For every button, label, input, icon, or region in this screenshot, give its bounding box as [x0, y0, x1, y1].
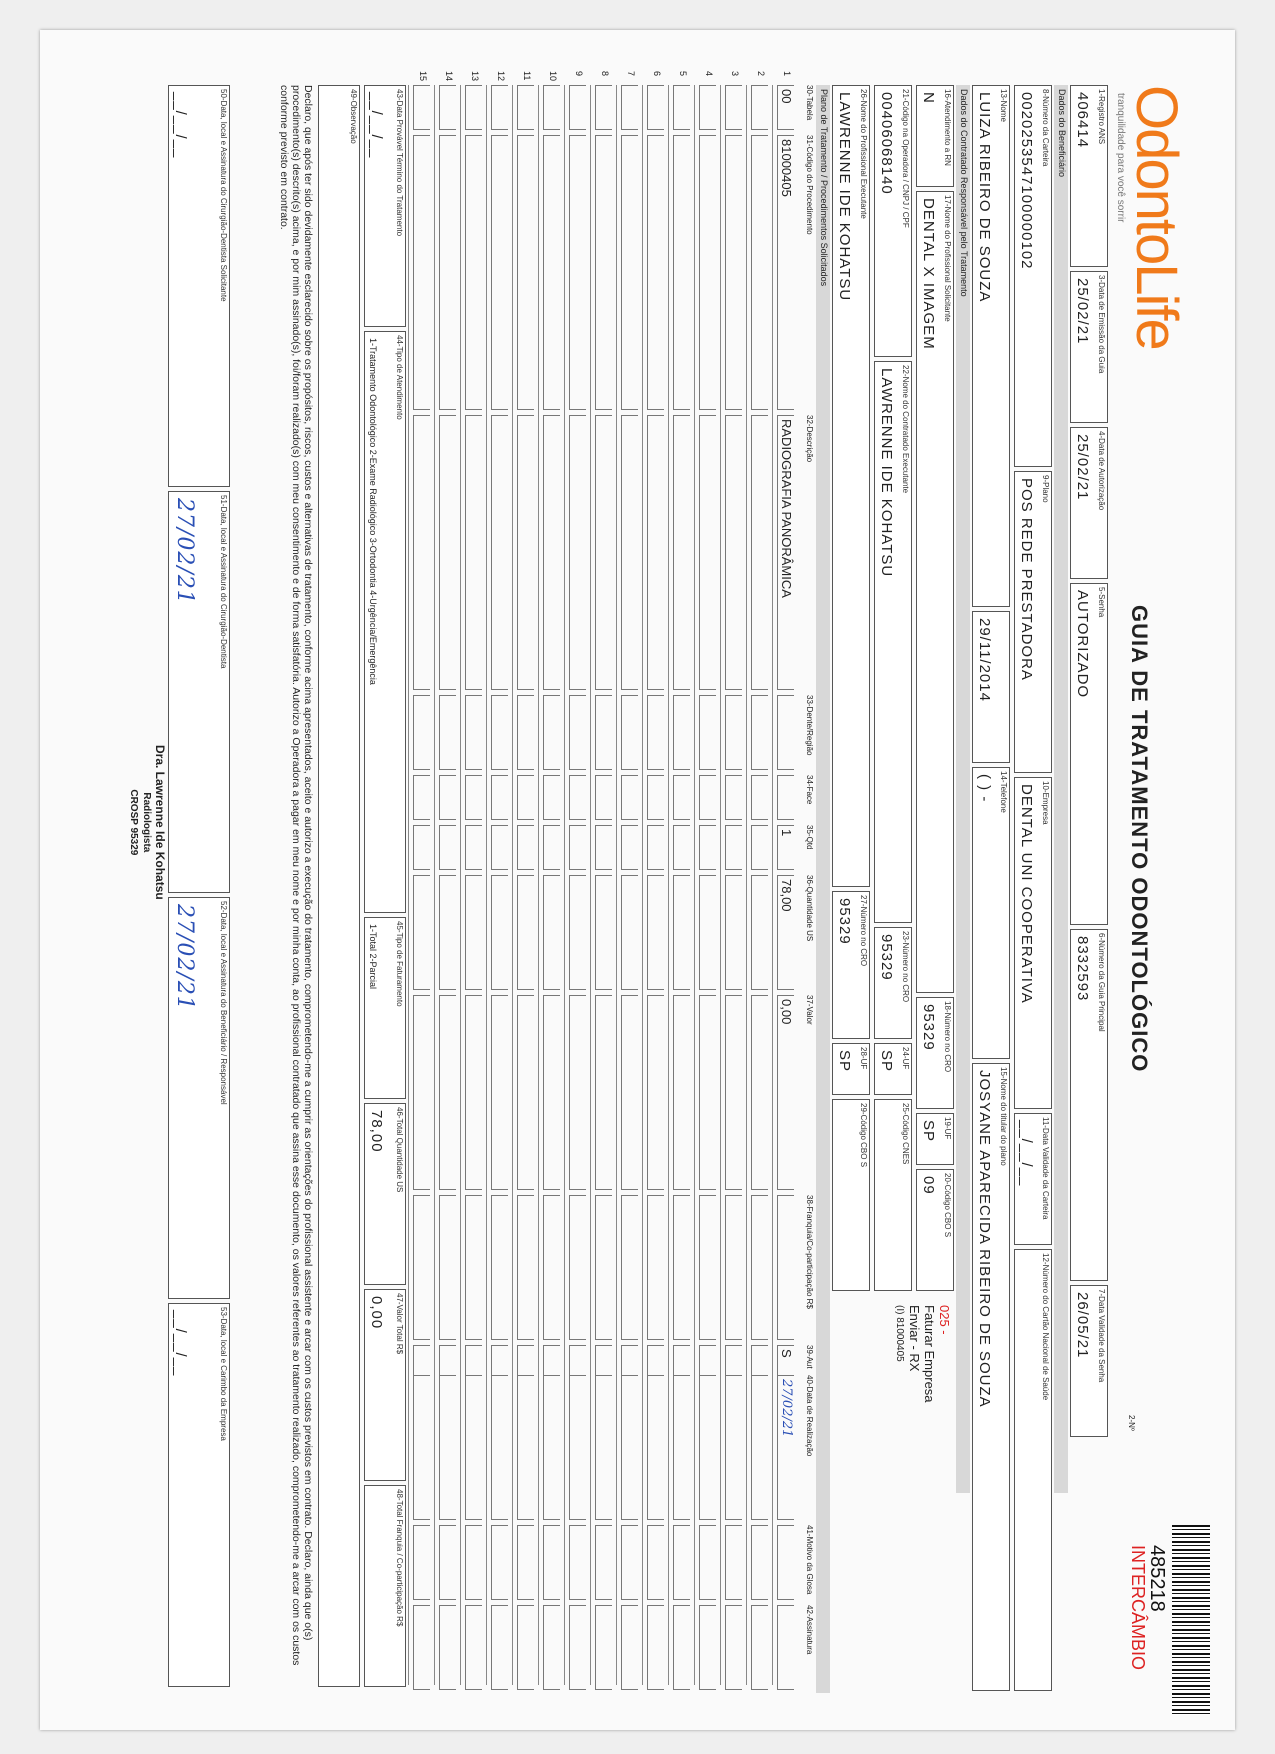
row-number: 1: [782, 71, 792, 77]
field-data-emissao[interactable]: 3-Data de Emissão da Guia 25/02/21: [1070, 271, 1108, 423]
table-cell[interactable]: [751, 695, 768, 770]
table-cell[interactable]: [777, 1605, 794, 1690]
table-cell[interactable]: [621, 1605, 638, 1690]
table-cell[interactable]: [777, 1195, 794, 1340]
table-row: [772, 71, 798, 1685]
table-row: [746, 71, 772, 1685]
table-cell-valor[interactable]: [647, 995, 664, 1190]
table-cell[interactable]: [777, 775, 794, 820]
field-uf-19[interactable]: 19-UF SP: [916, 1113, 954, 1165]
field-tipo-faturamento[interactable]: 45-Tipo de Faturamento 1-Total 2-Parcial: [364, 917, 406, 1099]
row-number: 5: [678, 71, 688, 77]
field-atendimento-rn[interactable]: 16-Atendimento a RN N: [916, 85, 954, 187]
field-cns[interactable]: 12-Número do Cartão Nacional de Saúde: [1014, 1249, 1052, 1691]
table-cell-descricao[interactable]: [517, 415, 534, 690]
table-cell-tabela[interactable]: [673, 85, 690, 130]
section-beneficiario: Dados do Beneficiário: [1054, 85, 1068, 1493]
table-cell[interactable]: [595, 1605, 612, 1690]
table-cell-tabela[interactable]: [569, 85, 586, 130]
row-number: 8: [600, 71, 610, 77]
field-cnes[interactable]: 25-Código CNES: [874, 1099, 912, 1291]
table-cell[interactable]: [569, 1605, 586, 1690]
field-telefone[interactable]: 14-Telefone ( ) -: [972, 767, 1010, 1059]
table-cell[interactable]: [647, 1605, 664, 1690]
document-title: GUIA DE TRATAMENTO ODONTOLÓGICO: [1127, 605, 1152, 1073]
table-cell-codigo[interactable]: [413, 135, 430, 410]
row-number: 4: [704, 71, 714, 77]
field-contratado-executante[interactable]: 22-Nome do Contratado Executante LAWRENNE IDE KOHATSU: [874, 361, 912, 923]
table-cell-valor[interactable]: [439, 995, 456, 1190]
table-cell[interactable]: [699, 695, 716, 770]
logo-tagline: tranquilidade para você sorrir: [1115, 93, 1126, 223]
table-cell-descricao[interactable]: [621, 415, 638, 690]
table-cell-qtd[interactable]: [517, 825, 534, 870]
table-cell-valor[interactable]: [673, 995, 690, 1190]
table-cell-data[interactable]: [439, 1375, 456, 1520]
field-total-rs[interactable]: 47-Valor Total R$ 0,00: [364, 1289, 406, 1481]
table-cell-us[interactable]: [413, 875, 430, 990]
table-row: [460, 71, 486, 1685]
table-cell-tabela[interactable]: [699, 85, 716, 130]
table-cell-aut[interactable]: S: [777, 1345, 794, 1376]
table-cell-aut[interactable]: [413, 1345, 430, 1376]
table-cell-us[interactable]: [543, 875, 560, 990]
table-cell-us[interactable]: [699, 875, 716, 990]
table-row: [720, 71, 746, 1685]
field-cbo-29[interactable]: 29-Código CBO S: [832, 1099, 870, 1291]
table-cell[interactable]: [673, 1195, 690, 1340]
table-cell-codigo[interactable]: [465, 135, 482, 410]
table-cell-aut[interactable]: [725, 1345, 742, 1376]
table-cell[interactable]: [621, 695, 638, 770]
table-cell-data[interactable]: 27/02/21: [777, 1375, 794, 1520]
table-cell-aut[interactable]: [465, 1345, 482, 1376]
dentist-stamp: Dra. Lawrenne Ide Kohatsu Radiologista CROSP 95329: [128, 745, 167, 900]
table-cell-descricao[interactable]: [673, 415, 690, 690]
table-cell[interactable]: [465, 695, 482, 770]
table-cell-descricao[interactable]: [465, 415, 482, 690]
table-cell[interactable]: [725, 1195, 742, 1340]
table-cell-qtd[interactable]: [647, 825, 664, 870]
row-number: 6: [652, 71, 662, 77]
table-cell[interactable]: [777, 695, 794, 770]
field-total-us[interactable]: 46-Total Quantidade US 78,00: [364, 1103, 406, 1285]
table-cell[interactable]: [543, 1525, 560, 1600]
field-data-autorizacao[interactable]: 4-Data de Autorização 25/02/21: [1070, 427, 1108, 579]
field-uf-28[interactable]: 28-UF SP: [832, 1043, 870, 1095]
row-number: 7: [626, 71, 636, 77]
table-cell[interactable]: [517, 1605, 534, 1690]
table-cell-us[interactable]: [673, 875, 690, 990]
table-row: [486, 71, 512, 1685]
table-cell-tabela[interactable]: [517, 85, 534, 130]
table-cell[interactable]: [413, 775, 430, 820]
table-cell-data[interactable]: [751, 1375, 768, 1520]
table-cell[interactable]: [413, 1195, 430, 1340]
table-cell-qtd[interactable]: 1: [777, 825, 794, 870]
table-row: [564, 71, 590, 1685]
table-cell-aut[interactable]: [569, 1345, 586, 1376]
table-cell-valor[interactable]: [751, 995, 768, 1190]
table-cell-data[interactable]: [491, 1375, 508, 1520]
row-number: 9: [574, 71, 584, 77]
table-cell-codigo[interactable]: [699, 135, 716, 410]
table-cell[interactable]: [465, 1195, 482, 1340]
table-cell-valor[interactable]: [621, 995, 638, 1190]
table-cell-us[interactable]: [439, 875, 456, 990]
table-cell-data[interactable]: [569, 1375, 586, 1520]
table-cell-descricao[interactable]: [699, 415, 716, 690]
field-validade-carteira[interactable]: 11-Data Validade da Carteira __/__/__: [1014, 1113, 1052, 1245]
table-cell-aut[interactable]: [647, 1345, 664, 1376]
table-cell[interactable]: [517, 775, 534, 820]
handwritten-notes: 025 - Faturar Empresa Enviar - RX (I) 81000405: [894, 1305, 952, 1403]
table-cell-aut[interactable]: [621, 1345, 638, 1376]
table-cell-valor[interactable]: [569, 995, 586, 1190]
table-cell-tabela[interactable]: [413, 85, 430, 130]
table-cell[interactable]: [725, 775, 742, 820]
field-validade-senha[interactable]: 7-Data Validade da Senha 26/05/21: [1070, 1285, 1108, 1437]
table-cell-qtd[interactable]: [699, 825, 716, 870]
field-total-franquia[interactable]: 48-Total Franquia / Co-participação R$: [364, 1485, 406, 1687]
field-nome[interactable]: 13-Nome LUIZA RIBEIRO DE SOUZA: [972, 85, 1010, 607]
table-cell-tabela[interactable]: [595, 85, 612, 130]
table-cell-codigo[interactable]: [517, 135, 534, 410]
table-cell[interactable]: [673, 1525, 690, 1600]
table-cell[interactable]: [647, 695, 664, 770]
field-cbo-20[interactable]: 20-Código CBO S 09: [916, 1169, 954, 1291]
table-cell-valor[interactable]: [517, 995, 534, 1190]
table-cell-valor[interactable]: [699, 995, 716, 1190]
field-prof-solicitante[interactable]: 17-Nome do Profissional Solicitante DENTAL X IMAGEM: [916, 191, 954, 993]
field-prof-executante[interactable]: 26-Nome do Profissional Executante LAWRENNE IDE KOHATSU: [832, 85, 870, 887]
table-cell-valor[interactable]: 0,00: [777, 995, 794, 1190]
table-cell[interactable]: [569, 1525, 586, 1600]
table-cell-codigo[interactable]: 81000405: [777, 135, 794, 410]
field-cro-18[interactable]: 18-Número no CRO 95329: [916, 997, 954, 1109]
table-cell-valor[interactable]: [413, 995, 430, 1190]
table-cell-tabela[interactable]: [491, 85, 508, 130]
field-titular[interactable]: 15-Nome do titular do plano JOSYANE APARECIDA RIBEIRO DE SOUZA: [972, 1063, 1010, 1691]
table-cell-us[interactable]: [491, 875, 508, 990]
table-cell-descricao[interactable]: [595, 415, 612, 690]
table-cell[interactable]: [543, 1195, 560, 1340]
table-cell-qtd[interactable]: [725, 825, 742, 870]
table-cell[interactable]: [673, 695, 690, 770]
table-cell-data[interactable]: [517, 1375, 534, 1520]
table-cell[interactable]: [699, 1195, 716, 1340]
row-number: 14: [444, 71, 454, 82]
table-cell[interactable]: [595, 695, 612, 770]
table-cell[interactable]: [725, 1605, 742, 1690]
table-cell[interactable]: [777, 1525, 794, 1600]
table-cell-qtd[interactable]: [751, 825, 768, 870]
table-cell-data[interactable]: [699, 1375, 716, 1520]
table-cell-data[interactable]: [413, 1375, 430, 1520]
field-senha[interactable]: 5-Senha AUTORIZADO: [1070, 583, 1108, 925]
field-observacao[interactable]: 49-Observação: [318, 85, 360, 1687]
table-cell-qtd[interactable]: [595, 825, 612, 870]
table-cell[interactable]: [673, 1605, 690, 1690]
table-cell-aut[interactable]: [439, 1345, 456, 1376]
table-cell-valor[interactable]: [725, 995, 742, 1190]
table-cell-us[interactable]: [595, 875, 612, 990]
row-number: 3: [730, 71, 740, 77]
odontolife-logo: OdontoLife: [1124, 85, 1189, 349]
table-cell[interactable]: [751, 1195, 768, 1340]
field-nascimento[interactable]: 29/11/2014: [972, 611, 1010, 763]
table-cell-tabela[interactable]: [621, 85, 638, 130]
field-sig-empresa[interactable]: 53-Data, local e Carimbo da Empresa __/__/__: [168, 1303, 230, 1687]
table-cell-data[interactable]: [647, 1375, 664, 1520]
table-cell-codigo[interactable]: [673, 135, 690, 410]
table-cell[interactable]: [413, 695, 430, 770]
table-cell-descricao[interactable]: [725, 415, 742, 690]
table-cell-tabela[interactable]: [465, 85, 482, 130]
table-cell-qtd[interactable]: [621, 825, 638, 870]
table-cell[interactable]: [465, 1605, 482, 1690]
table-cell[interactable]: [751, 1605, 768, 1690]
table-cell-qtd[interactable]: [673, 825, 690, 870]
table-cell[interactable]: [517, 695, 534, 770]
table-cell-aut[interactable]: [517, 1345, 534, 1376]
table-cell-qtd[interactable]: [491, 825, 508, 870]
table-cell[interactable]: [647, 775, 664, 820]
table-cell[interactable]: [413, 1525, 430, 1600]
scanned-document: [40, 30, 1235, 1730]
procedure-table-header: 30-Tabela 31-Código do Procedimento 32-Descrição 33-Dente/Região 34-Face 35-Qtd 36-Quantidade US 37-Valor 38-Franquia/Co-participação R$ 39-Aut 40-Data de Realização 41-Motivo da Glosa 42-Assinatura: [805, 85, 814, 1655]
table-row: [408, 71, 434, 1685]
field-cro-27[interactable]: 27-Número no CRO 95329: [832, 891, 870, 1039]
field-guia-principal[interactable]: 6-Número da Guia Principal 8332593: [1070, 929, 1108, 1281]
table-cell-qtd[interactable]: [439, 825, 456, 870]
table-cell-tabela[interactable]: [725, 85, 742, 130]
table-cell[interactable]: [517, 1195, 534, 1340]
field-sig-cirurgiao[interactable]: 51-Data, local e Assinatura do Cirurgião-Dentista 27/02/21: [168, 491, 230, 893]
table-cell[interactable]: [543, 775, 560, 820]
table-cell[interactable]: [569, 775, 586, 820]
field-registro-ans[interactable]: 1-Registro ANS 406414: [1070, 85, 1108, 267]
table-cell-codigo[interactable]: [439, 135, 456, 410]
table-cell-us[interactable]: 78,00: [777, 875, 794, 990]
table-cell-valor[interactable]: [543, 995, 560, 1190]
guide-type: INTERCÂMBIO: [1128, 1545, 1148, 1671]
table-cell-aut[interactable]: [595, 1345, 612, 1376]
table-cell[interactable]: [621, 1195, 638, 1340]
table-cell[interactable]: [699, 775, 716, 820]
table-cell-codigo[interactable]: [621, 135, 638, 410]
table-row: [642, 71, 668, 1685]
table-cell-data[interactable]: [595, 1375, 612, 1520]
table-cell-codigo[interactable]: [725, 135, 742, 410]
table-cell-codigo[interactable]: [647, 135, 664, 410]
table-cell-descricao[interactable]: [569, 415, 586, 690]
field-empresa[interactable]: 10-Empresa DENTAL UNI COOPERATIVA: [1014, 777, 1052, 1109]
table-cell-descricao[interactable]: [439, 415, 456, 690]
table-cell-valor[interactable]: [595, 995, 612, 1190]
section-procedimentos: Plano de Tratamento / Procedimentos Solicitados: [816, 85, 830, 1693]
table-cell[interactable]: [569, 1195, 586, 1340]
table-cell-us[interactable]: [725, 875, 742, 990]
field-sig-solicitante[interactable]: 50-Data, local e Assinatura do Cirurgião-Dentista Solicitante __/__/__: [168, 85, 230, 487]
table-cell-us[interactable]: [517, 875, 534, 990]
table-row: [538, 71, 564, 1685]
table-cell-qtd[interactable]: [543, 825, 560, 870]
table-cell-descricao[interactable]: [751, 415, 768, 690]
barcode: [1172, 1525, 1210, 1715]
table-cell-tabela[interactable]: [647, 85, 664, 130]
table-cell-aut[interactable]: [699, 1345, 716, 1376]
row-number: 2: [756, 71, 766, 77]
table-cell[interactable]: [595, 1195, 612, 1340]
table-row: [512, 71, 538, 1685]
table-cell[interactable]: [621, 1525, 638, 1600]
field-codigo-operadora[interactable]: 21-Código na Operadora / CNPJ / CPF 00406068140: [874, 85, 912, 357]
field-tipo-atendimento[interactable]: 44-Tipo de Atendimento 1-Tratamento Odontológico 2-Exame Radiológico 3-Ortodontia 4-Urgência/Emergência: [364, 331, 406, 913]
table-cell-tabela[interactable]: [751, 85, 768, 130]
table-cell-aut[interactable]: [491, 1345, 508, 1376]
table-cell-codigo[interactable]: [751, 135, 768, 410]
sequence-label: 2-Nº: [1127, 1415, 1136, 1431]
table-cell[interactable]: [439, 1195, 456, 1340]
table-cell[interactable]: [491, 1605, 508, 1690]
table-cell[interactable]: [491, 1195, 508, 1340]
table-cell-data[interactable]: [725, 1375, 742, 1520]
table-cell[interactable]: [699, 1525, 716, 1600]
table-cell[interactable]: [439, 1525, 456, 1600]
field-carteira[interactable]: 8-Número da Carteira 0020253547100000102: [1014, 85, 1052, 467]
table-row: [616, 71, 642, 1685]
field-cro-23[interactable]: 23-Número no CRO 95329: [874, 927, 912, 1039]
table-cell[interactable]: [751, 775, 768, 820]
table-cell-codigo[interactable]: [569, 135, 586, 410]
table-cell[interactable]: [517, 1525, 534, 1600]
table-cell-descricao[interactable]: [647, 415, 664, 690]
table-cell[interactable]: [725, 1525, 742, 1600]
table-cell-data[interactable]: [543, 1375, 560, 1520]
table-cell[interactable]: [439, 775, 456, 820]
table-cell-qtd[interactable]: [569, 825, 586, 870]
table-cell[interactable]: [595, 1525, 612, 1600]
table-cell-us[interactable]: [751, 875, 768, 990]
table-cell[interactable]: [621, 775, 638, 820]
field-plano[interactable]: 9-Plano POS REDE PRESTADORA: [1014, 471, 1052, 773]
table-cell-descricao[interactable]: [413, 415, 430, 690]
table-cell[interactable]: [465, 1525, 482, 1600]
table-cell-data[interactable]: [673, 1375, 690, 1520]
field-data-provavel[interactable]: 43-Data Provável Término do Tratamento __/__/__: [364, 85, 406, 327]
table-cell[interactable]: [465, 775, 482, 820]
table-cell-codigo[interactable]: [491, 135, 508, 410]
table-cell-qtd[interactable]: [413, 825, 430, 870]
table-cell[interactable]: [647, 1195, 664, 1340]
table-cell[interactable]: [491, 775, 508, 820]
table-cell[interactable]: [543, 1605, 560, 1690]
table-cell[interactable]: [595, 775, 612, 820]
table-cell[interactable]: [543, 695, 560, 770]
table-cell-descricao[interactable]: RADIOGRAFIA PANORÂMICA: [777, 415, 794, 690]
table-row: [694, 71, 720, 1685]
table-cell-tabela[interactable]: 00: [777, 85, 794, 130]
table-cell-us[interactable]: [647, 875, 664, 990]
row-number: 12: [496, 71, 506, 82]
row-number: 13: [470, 71, 480, 82]
table-cell-aut[interactable]: [673, 1345, 690, 1376]
guide-number: 485218: [1146, 1545, 1168, 1612]
table-cell-descricao[interactable]: [491, 415, 508, 690]
table-row: [668, 71, 694, 1685]
table-cell-aut[interactable]: [751, 1345, 768, 1376]
declaration-text: Declaro, que após ter sido devidamente esclarecido sobre os propósitos, riscos, custos e alternativas de tratamento, conforme acima apresentados, aceito e autorizo a execução do tratamento, comprometendo-me a cumprir as orientações do profissional assistente e arcar com os custos previstos em contrato. Declaro, ainda que o(s) procedimento(s) descrito(s) acima, e por mim assinado(s), foi/foram realizado(s) com meu consentimento e de forma satisfatória. Autorizo a Operadora a pagar em meu nome e por minha conta, ao profissional contratado que assina esse documento, os valores referentes ao tratamento realizado, comprometendo-me a arcar com os custos conforme previsto em contrato.: [278, 85, 314, 1666]
table-cell[interactable]: [491, 1525, 508, 1600]
table-cell[interactable]: [569, 695, 586, 770]
table-cell-qtd[interactable]: [465, 825, 482, 870]
row-number: 10: [548, 71, 558, 82]
table-cell-tabela[interactable]: [439, 85, 456, 130]
table-cell[interactable]: [751, 1525, 768, 1600]
table-cell-tabela[interactable]: [543, 85, 560, 130]
table-cell[interactable]: [725, 695, 742, 770]
table-cell-data[interactable]: [465, 1375, 482, 1520]
row-number: 15: [418, 71, 428, 82]
table-cell-valor[interactable]: [491, 995, 508, 1190]
table-cell-valor[interactable]: [465, 995, 482, 1190]
treatment-guide-form: [80, 71, 1190, 1725]
table-cell[interactable]: [413, 1605, 430, 1690]
table-cell-us[interactable]: [569, 875, 586, 990]
table-cell-data[interactable]: [621, 1375, 638, 1520]
table-row: [590, 71, 616, 1685]
table-cell-aut[interactable]: [543, 1345, 560, 1376]
table-cell-descricao[interactable]: [543, 415, 560, 690]
table-cell-us[interactable]: [465, 875, 482, 990]
table-row: [434, 71, 460, 1685]
table-cell-codigo[interactable]: [595, 135, 612, 410]
table-cell[interactable]: [439, 1605, 456, 1690]
row-number: 11: [522, 71, 532, 81]
table-cell[interactable]: [699, 1605, 716, 1690]
table-cell-codigo[interactable]: [543, 135, 560, 410]
table-cell[interactable]: [439, 695, 456, 770]
section-contratado: Dados do Contratado Responsável pelo Tratamento: [956, 85, 970, 1493]
table-cell-us[interactable]: [621, 875, 638, 990]
table-cell[interactable]: [673, 775, 690, 820]
field-uf-24[interactable]: 24-UF SP: [874, 1043, 912, 1095]
field-sig-beneficiario[interactable]: 52-Data, local e Assinatura do Beneficiário / Responsável 27/02/21: [168, 897, 230, 1299]
table-cell[interactable]: [647, 1525, 664, 1600]
table-cell[interactable]: [491, 695, 508, 770]
